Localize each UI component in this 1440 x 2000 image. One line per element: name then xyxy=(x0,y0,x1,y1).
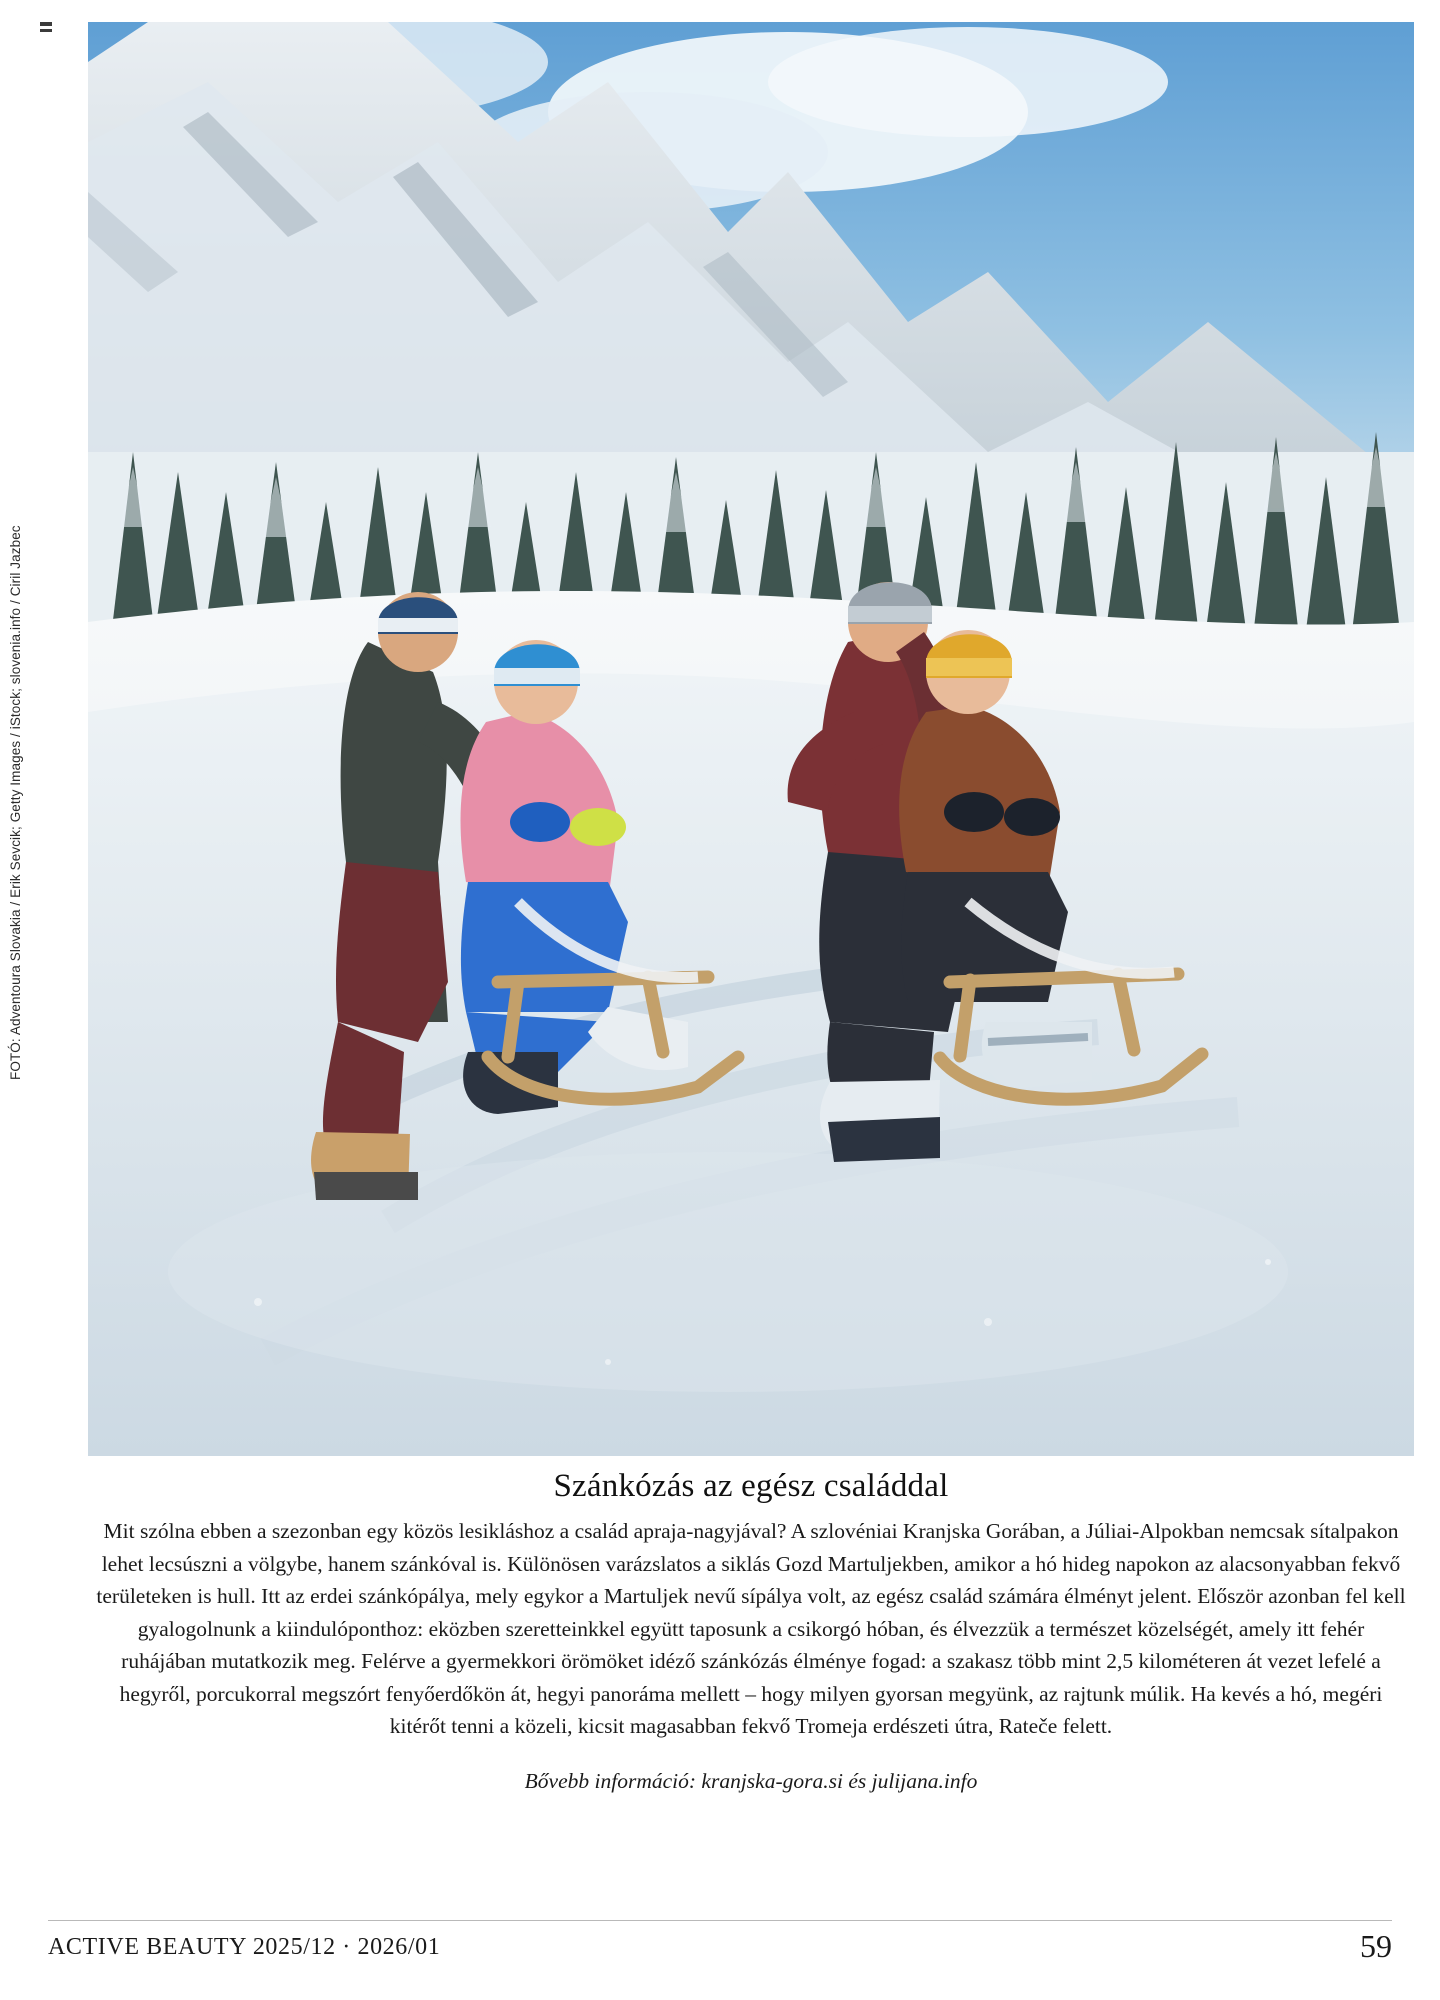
article-info-note: Bővebb információ: kranjska-gora.si és julijana.info xyxy=(524,1768,978,1793)
article-title: Szánkózás az egész családdal xyxy=(553,1468,949,1504)
article-body: Mit szólna ebben a szezonban egy közös lesikláshoz a család apraja-nagyjával? A szlovéniai Kranjska Gorában, a Júliai-Alpokban nemcsak sítalpakon lehet lecsúszni a völgybe, hanem szánkóval is. Különösen varázslatos a siklás Gozd Martuljekben, amikor a hó hideg napokon az alacsonyabban fekvő területeken is hull. Itt az erdei szánkópálya, mely egykor a Martuljek nevű sípálya volt, az egész család számára élményt jelent. Először azonban fel kell gyalogolnunk a kiindulóponthoz: eközben szeretteinkkel együtt taposunk a csikorgó hóban, és élvezzük a természet közelségét, amely itt fehér ruhájában mutatkozik meg. Felérve a gyermekkori örömöket idéző szánkózás élménye fogad: a szakasz több mint 2,5 kilométeren át vezet lefelé a hegyről, porcukorral megszórt fenyőerdőkön át, hegyi panoráma mellett – hogy milyen gyorsan megyünk, az rajtunk múlik. Ha kevés a hó, megéri kitérőt tenni a közeli, kicsit magasabban fekvő Tromeja erdészeti útra, Rateče felett. xyxy=(96,1519,1406,1738)
hero-photo-illustration xyxy=(88,22,1414,1456)
footer-divider xyxy=(48,1920,1392,1921)
registration-mark-icon xyxy=(40,22,52,26)
photo-credit: FOTÓ: Adventoura Slovakia / Erik Sevcik; Getty Images / iStock; slovenia.info / Ciril Jazbec xyxy=(8,525,23,1080)
article-block xyxy=(88,1468,1414,1797)
page-number: 59 xyxy=(1360,1928,1392,1964)
footer-issue-label: ACTIVE BEAUTY 2025/12 · 2026/01 xyxy=(48,1934,441,1960)
hero-photo xyxy=(88,22,1414,1456)
